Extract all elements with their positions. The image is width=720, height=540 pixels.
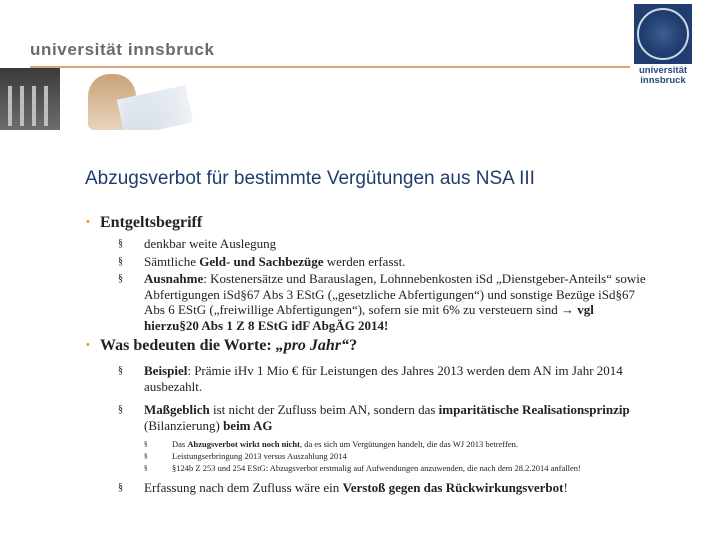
university-logo-text: universität innsbruck — [30, 40, 215, 59]
bullet-icon: • — [86, 339, 90, 351]
bullet-icon: § — [144, 452, 148, 460]
slide-content — [86, 208, 646, 498]
bullet-icon: § — [118, 273, 123, 284]
sub-list-item: § Das Abzugsverbot wirkt noch nicht, da es sich um Vergütungen handelt, die das WJ 2013 betreffen. — [144, 439, 518, 449]
list-item: § denkbar weite Auslegung — [118, 236, 277, 251]
list-item: § Erfassung nach dem Zufluss wäre ein Verstoß gegen das Rückwirkungsverbot! — [118, 480, 568, 495]
seal-word-top: universität — [638, 65, 688, 76]
university-seal-logo — [634, 4, 692, 64]
section-heading: Entgeltsbegriff — [100, 214, 203, 231]
bullet-icon: § — [118, 404, 123, 415]
bullet-icon: § — [144, 464, 148, 472]
seal-icon — [637, 8, 689, 60]
list-item: § Beispiel: Prämie iHv 1 Mio € für Leistungen des Jahres 2013 werden dem AN im Jahr 2014 ausbezahlt. — [118, 363, 623, 394]
bullet-icon: § — [144, 440, 148, 448]
sub-list — [144, 439, 646, 474]
pro-jahr-list — [118, 363, 646, 496]
bullet-icon: § — [118, 255, 123, 267]
section-pro-jahr: • Was bedeuten die Worte: „pro Jahr“? — [86, 337, 358, 354]
bullet-icon: • — [86, 216, 90, 228]
bullet-icon: § — [118, 238, 123, 249]
header-photo-collage — [0, 68, 210, 130]
entgelt-list — [118, 236, 646, 333]
bullet-icon: § — [118, 482, 123, 493]
list-item: § Sämtliche Geld- und Sachbezüge werden erfasst. — [118, 253, 406, 269]
sub-list-item: § §124b Z 253 und 254 EStG: Abzugsverbot erstmalig auf Aufwendungen anzuwenden, die nach dem 28.2.2014 anfallen! — [144, 463, 581, 473]
arrow-icon: → — [560, 302, 574, 317]
seal-word-bottom: innsbruck — [640, 75, 686, 86]
list-item: § Ausnahme: Kostenersätze und Barauslagen, Lohnnebenkosten iSd „Dienstgeber-Anteils“ sowie Abfertigungen iSd§67 Abs 3 EStG („gesetzliche Abfertigungen“) und sonstige Bezüge iSd§67 Abs 6 EStG („freiwillige Abfertigungen“), sofern sie mit 6% zu versteuern sind → vgl hierzu§20 Abs 1 Z 8 EStG idF AbgÄG 2014! — [118, 271, 646, 333]
bullet-icon: § — [118, 365, 123, 376]
list-item: § Maßgeblich ist nicht der Zufluss beim AN, sondern das imparitätische Realisationsprinzip (Bilanzierung) beim AG — [118, 402, 630, 433]
slide-title: Abzugsverbot für bestimmte Vergütungen aus NSA III — [85, 168, 535, 189]
sub-list-item: § Leistungserbringung 2013 versus Auszahlung 2014 — [144, 451, 347, 461]
section-entgeltsbegriff — [86, 214, 646, 232]
